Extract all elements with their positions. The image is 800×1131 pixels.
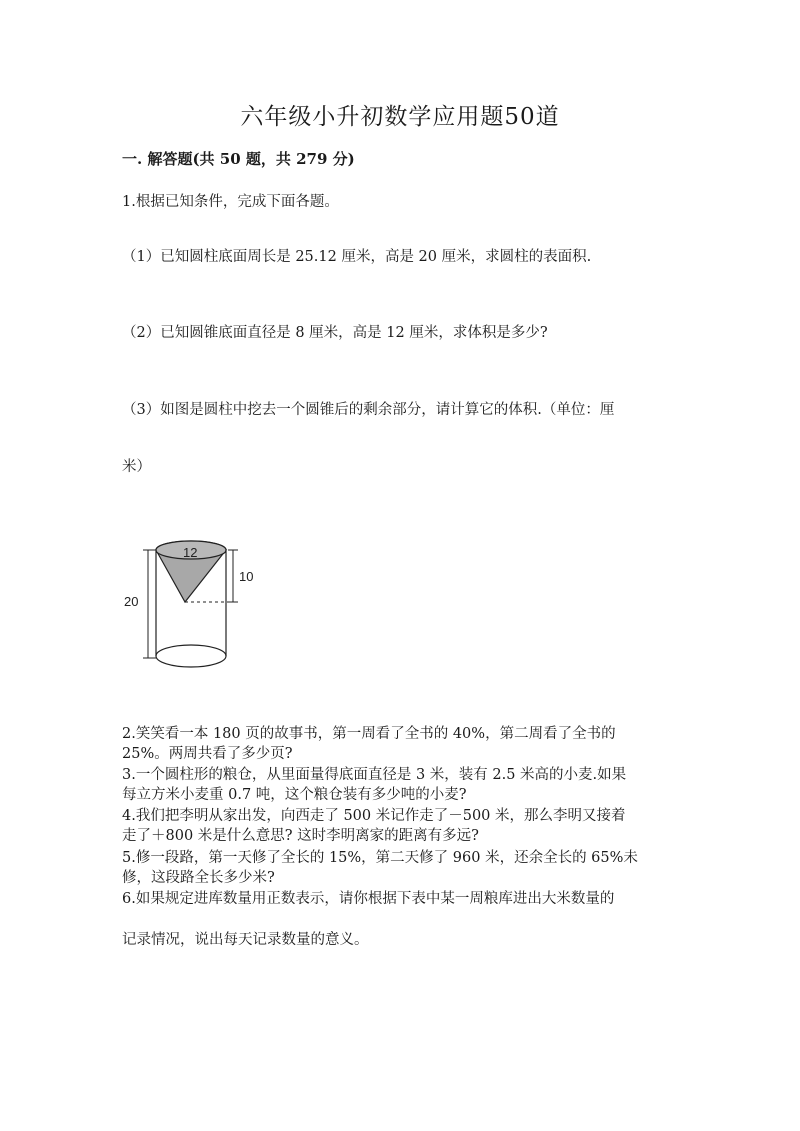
cylinder-cone-figure (118, 528, 278, 678)
cylinder-bottom-ellipse (156, 645, 226, 667)
question-2-line-1: 2.笑笑看一本 180 页的故事书，第一周看了全书的 40%，第二周看了全书的 (122, 726, 616, 742)
question-5-line-1: 5.修一段路，第一天修了全长的 15%，第二天修了 960 米，还余全长的 65%未 (122, 850, 638, 866)
cone-height-label: 10 (239, 569, 254, 584)
question-6-line-1: 6.如果规定进库数量用正数表示，请你根据下表中某一周粮库进出大米数量的 (122, 891, 615, 907)
question-4-line-1: 4.我们把李明从家出发，向西走了 500 米记作走了－500 米，那么李明又接着 (122, 808, 626, 824)
cylinder-height-label: 20 (124, 594, 139, 609)
question-1-part-3-cont: 米） (122, 459, 151, 475)
page-title: 六年级小升初数学应用题50道 (240, 104, 560, 130)
question-3-line-2: 每立方米小麦重 0.7 吨，这个粮仓装有多少吨的小麦? (122, 787, 467, 803)
question-2-line-2: 25%。两周共看了多少页? (122, 746, 293, 762)
question-6-line-2: 记录情况，说出每天记录数量的意义。 (122, 932, 369, 948)
question-3-line-1: 3.一个圆柱形的粮仓，从里面量得底面直径是 3 米，装有 2.5 米高的小麦.如果 (122, 767, 627, 783)
top-diameter-label: 12 (183, 545, 198, 560)
question-1-part-1: （1）已知圆柱底面周长是 25.12 厘米，高是 20 厘米，求圆柱的表面积. (122, 249, 592, 265)
question-1-intro: 1.根据已知条件，完成下面各题。 (122, 194, 339, 210)
question-4-line-2: 走了＋800 米是什么意思? 这时李明离家的距离有多远? (122, 828, 479, 844)
question-5-line-2: 修，这段路全长多少米? (122, 870, 275, 886)
question-1-part-2: （2）已知圆锥底面直径是 8 厘米，高是 12 厘米，求体积是多少? (122, 325, 548, 341)
question-1-part-3: （3）如图是圆柱中挖去一个圆锥后的剩余部分，请计算它的体积.（单位：厘 (122, 402, 615, 418)
section-heading: 一. 解答题(共 50 题，共 279 分) (122, 150, 355, 168)
